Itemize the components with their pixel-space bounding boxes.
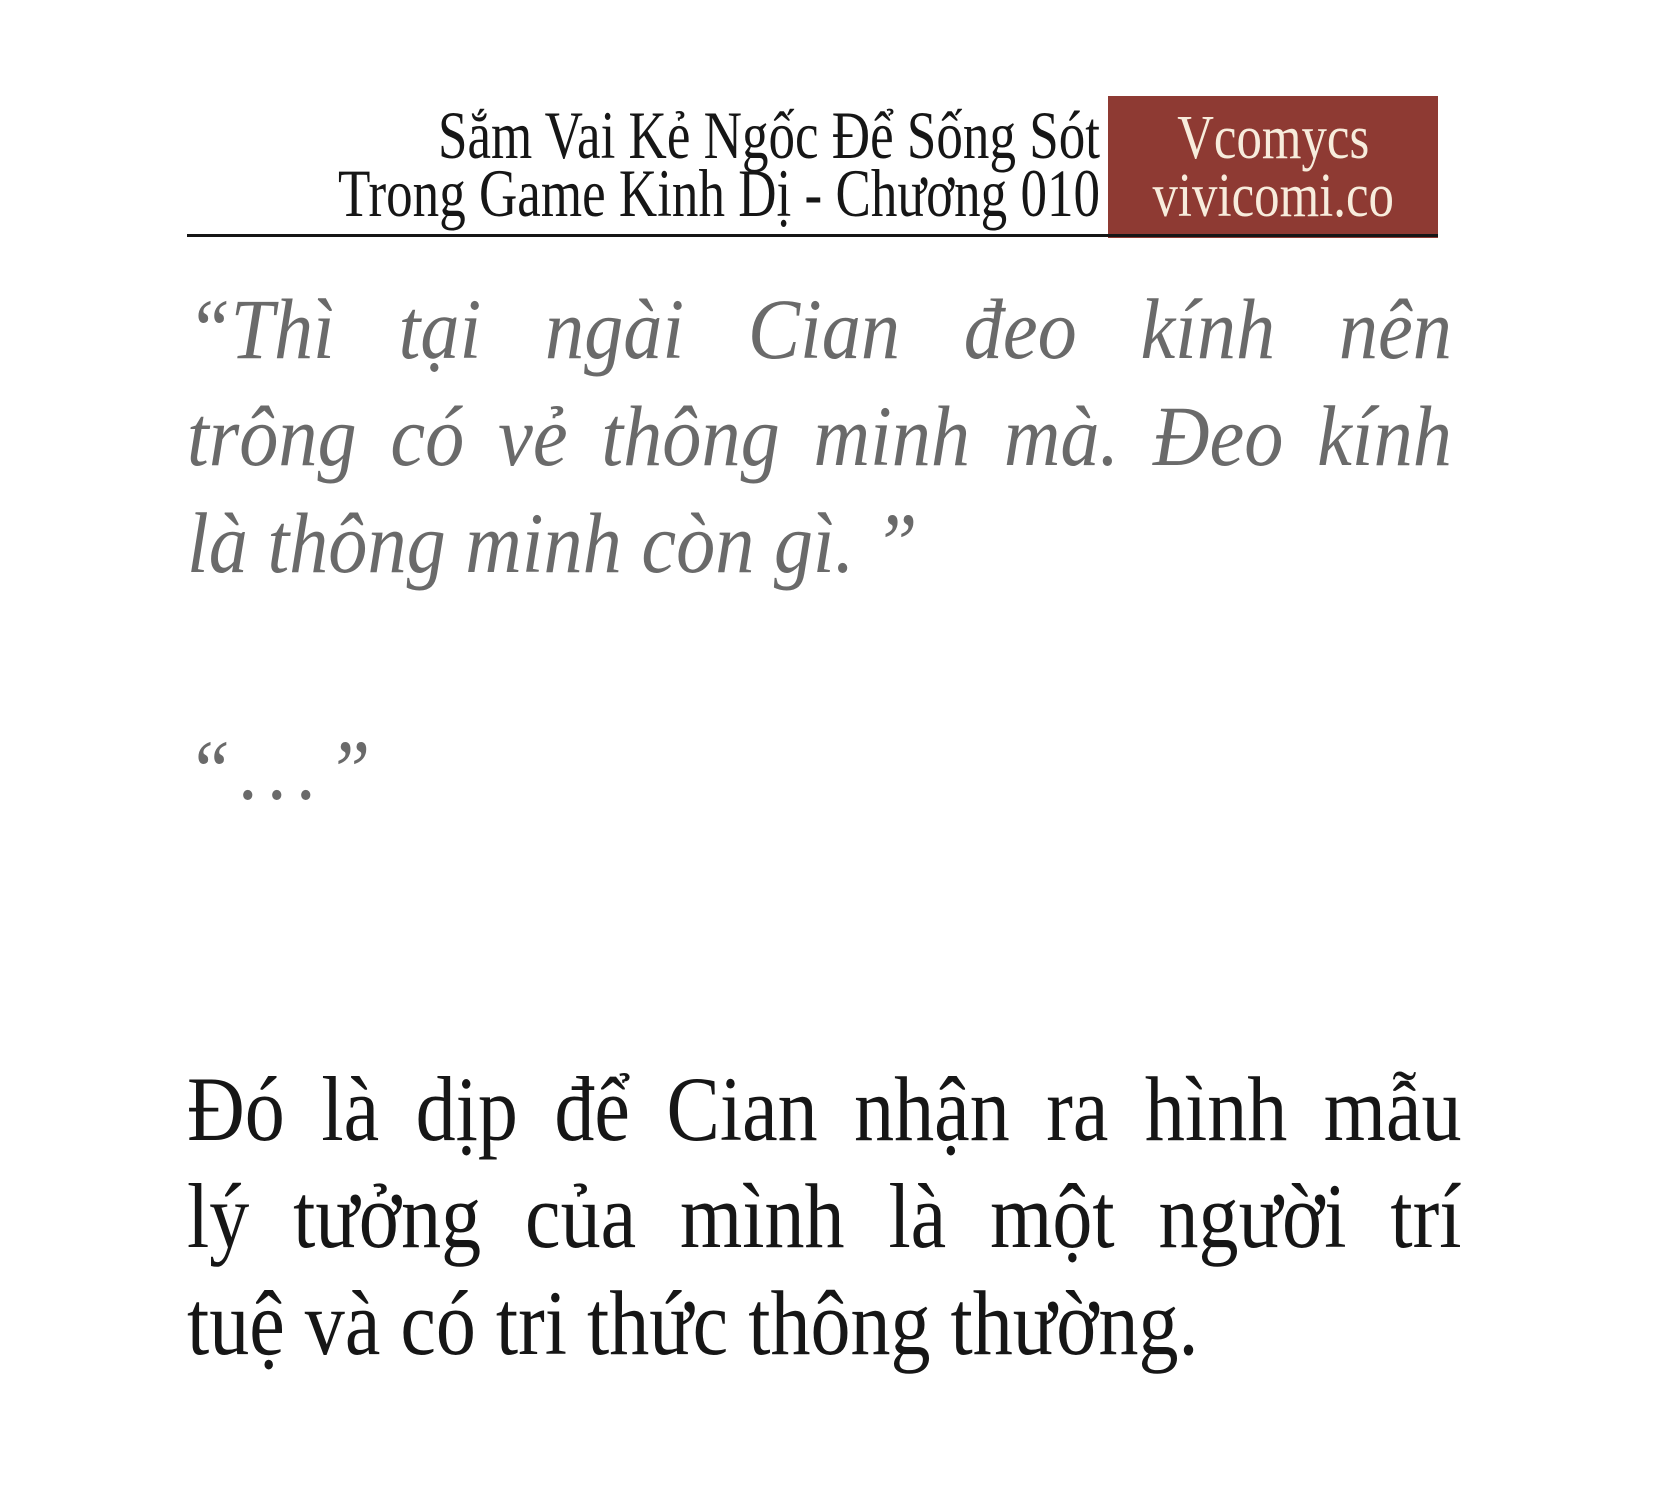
narration-line: Đó là dịp để Cian nhận ra hình mẫu [187,1058,1462,1160]
dialogue-line: là thông minh còn gì. ” [187,495,918,591]
publisher-badge [1108,96,1438,238]
ellipsis-dialogue-line: “...” [187,722,380,818]
publisher-site-url: vivicomi.co [1152,162,1394,230]
publisher-badge-text [1152,104,1394,230]
narration-line: tuệ và có tri thức thông thường. [187,1272,1199,1374]
narration-line: lý tưởng của mình là một người trí [187,1165,1462,1267]
dialogue-line: “Thì tại ngài Cian đeo kính nên [187,281,1452,377]
chapter-title-line2: Trong Game Kinh Dị - Chương 010 [337,155,1100,231]
narration-paragraph [187,1056,1462,1377]
dialogue-line: trông có vẻ thông minh mà. Đeo kính [187,388,1452,484]
chapter-title-line1: Sắm Vai Kẻ Ngốc Để Sống Sót [437,97,1101,173]
dialogue-paragraph [187,276,1452,597]
chapter-title [164,97,1101,231]
publisher-name: Vcomycs [1176,104,1370,172]
header-divider [187,234,1438,237]
